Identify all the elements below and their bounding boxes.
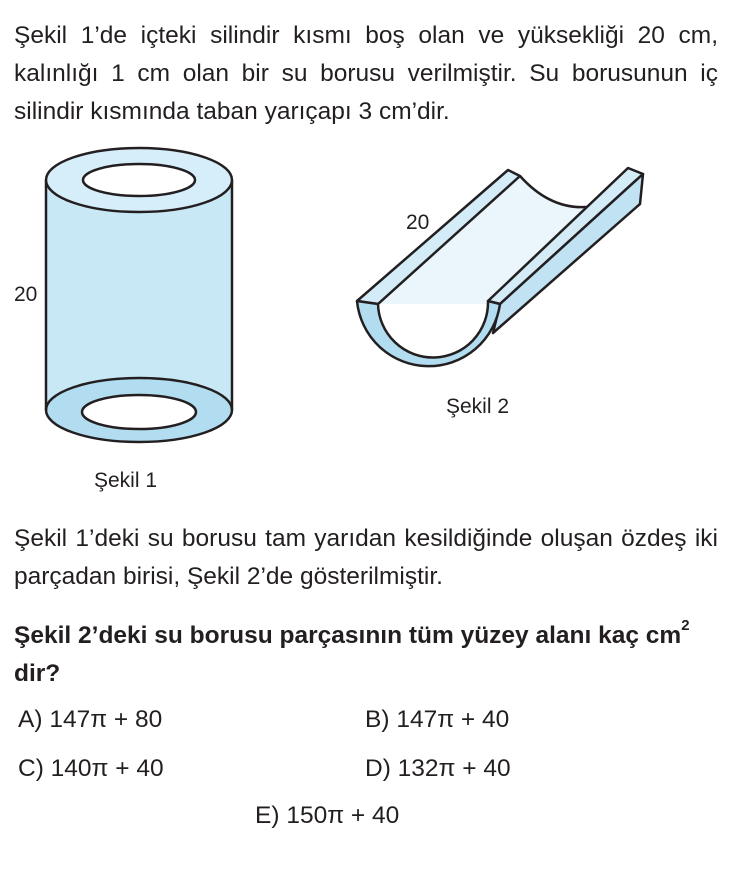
problem-description-text: Şekil 1’deki su borusu tam yarıdan kesildiğinde oluşan özdeş iki parçadan birisi, Şekil 2’de gösterilmiştir. <box>14 525 718 590</box>
problem-intro-text: Şekil 1’de içteki silindir kısmı boş olan ve yüksekliği 20 cm, kalınlığı 1 cm olan bir su borusu verilmiştir. Su borusunun iç silindir kısmında taban yarıçapı 3 cm’dir. <box>14 22 718 125</box>
figure1-caption: Şekil 1 <box>94 469 158 492</box>
option-b[interactable] <box>365 706 509 734</box>
figure1-hollow-cylinder <box>46 148 232 442</box>
option-letter: A) <box>18 706 43 733</box>
option-letter: D) <box>365 755 391 782</box>
option-a[interactable] <box>18 706 162 734</box>
figure2-half-pipe <box>357 168 643 366</box>
question-superscript: 2 <box>681 617 690 634</box>
option-e[interactable] <box>255 802 399 830</box>
option-d[interactable] <box>365 755 511 783</box>
option-c[interactable] <box>18 755 164 783</box>
question-main: Şekil 2’deki su borusu parçasının tüm yüzey alanı kaç cm <box>14 622 682 650</box>
option-text: 140π + 40 <box>50 755 164 782</box>
option-text: 150π + 40 <box>286 802 400 829</box>
option-letter: B) <box>365 706 390 733</box>
question-text <box>14 611 718 693</box>
option-text: 132π + 40 <box>397 755 511 782</box>
figure1-height-label: 20 <box>14 283 38 306</box>
question-tail: dir? <box>14 660 61 688</box>
option-letter: E) <box>255 802 280 829</box>
figure2-length-label: 20 <box>406 211 430 234</box>
option-letter: C) <box>18 755 44 782</box>
option-text: 147π + 40 <box>396 706 510 733</box>
option-text: 147π + 80 <box>49 706 163 733</box>
figure2-caption: Şekil 2 <box>446 395 510 418</box>
